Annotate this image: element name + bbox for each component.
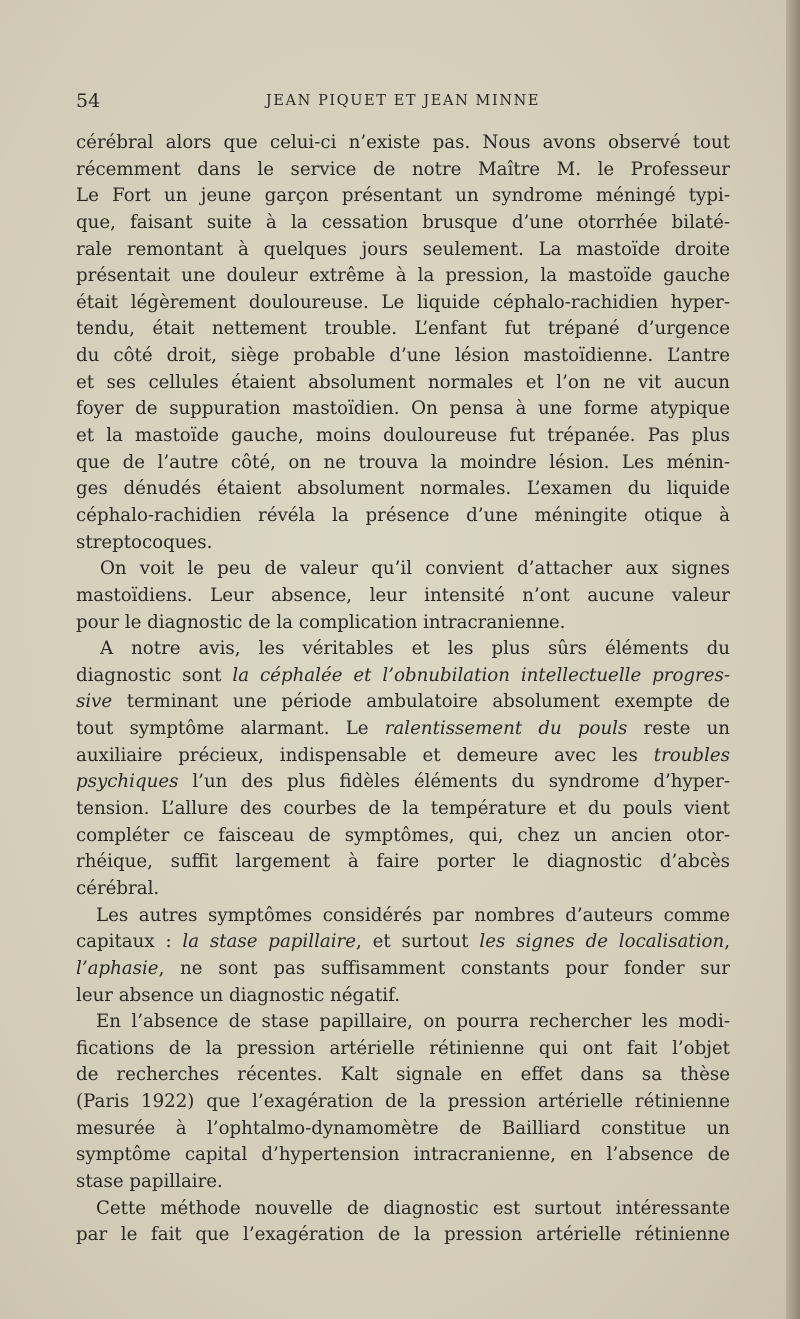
text-line: rale remontant à quelques jours seulement. La mastoïde droite [76, 238, 730, 260]
text-run: auxiliaire précieux, indispensable et demeure avec les [76, 744, 654, 766]
page-edge-shadow [786, 0, 800, 1319]
text-run: tout symptôme alarmant. Le [76, 718, 385, 740]
text-line: Les autres symptômes considérés par nombres d’auteurs comme [96, 904, 730, 926]
italic-run: les signes de localisation [479, 931, 725, 953]
text-run: terminant une période ambulatoire absolument exempte de [112, 691, 730, 713]
body-text [76, 130, 730, 1249]
text-run: , [724, 931, 730, 953]
text-line: rhéique, suffit largement à faire porter le diagnostic d’abcès [76, 851, 730, 873]
text-line: cérébral alors que celui-ci n’existe pas. Nous avons observé tout [76, 132, 730, 153]
running-head: JEAN PIQUET ET JEAN MINNE [265, 93, 541, 109]
text-line: streptocoques. [76, 531, 213, 553]
text-line: stase papillaire. [76, 1170, 223, 1192]
text-line: par le fait que l’exagération de la pression artérielle rétinienne [76, 1224, 730, 1246]
text-line: cérébral. [76, 877, 160, 899]
text-line: On voit le peu de valeur qu’il convient d’attacher aux signes [100, 558, 730, 580]
text-line: En l’absence de stase papillaire, on pourra rechercher les modi- [96, 1011, 730, 1033]
italic-run: ralentissement du pouls [384, 718, 628, 740]
italic-run: la stase papillaire [182, 931, 357, 953]
page-number: 54 [76, 90, 101, 112]
text-run: reste un [627, 718, 730, 740]
text-line: A notre avis, les véritables et les plus sûrs éléments du [100, 638, 730, 660]
text-line: symptôme capital d’hypertension intracranienne, en l’absence de [76, 1144, 730, 1166]
text-line: et la mastoïde gauche, moins douloureuse fut trépanée. Pas plus [76, 425, 730, 447]
text-line [76, 689, 730, 716]
text-line: de recherches récentes. Kalt signale en effet dans sa thèse [76, 1064, 730, 1086]
text-line: était légèrement douloureuse. Le liquide céphalo-rachidien hyper- [76, 291, 730, 313]
italic-run: psychiques [76, 771, 179, 793]
text-line [76, 929, 730, 956]
text-line: que, faisant suite à la cessation brusque d’une otorrhée bilaté- [76, 211, 730, 233]
text-line: céphalo-rachidien révéla la présence d’une méningite otique à [76, 504, 730, 526]
text-run: , et surtout [356, 931, 480, 953]
text-line: Cette méthode nouvelle de diagnostic est surtout intéressante [96, 1197, 730, 1219]
italic-run: la céphalée et l’obnubilation intellectuelle progres- [232, 664, 730, 686]
text-run: diagnostic sont [76, 664, 233, 686]
text-line: mesurée à l’ophtalmo-dynamomètre de Bailliard constitue un [76, 1117, 730, 1139]
italic-run: sive [76, 691, 113, 713]
text-line: ges dénudés étaient absolument normales. L’examen du liquide [76, 478, 730, 500]
text-run: l’un des plus fidèles éléments du syndrome d’hyper- [178, 771, 730, 793]
text-line [76, 769, 730, 796]
text-line: et ses cellules étaient absolument normales et l’on ne vit aucun [76, 371, 730, 393]
text-line [76, 716, 730, 743]
text-line: que de l’autre côté, on ne trouva la moindre lésion. Les ménin- [76, 451, 730, 473]
text-line: pour le diagnostic de la complication intracranienne. [76, 611, 566, 633]
text-line [76, 663, 730, 690]
page-header [76, 90, 730, 116]
text-run: , ne sont pas suffisamment constants pour fonder sur [158, 957, 730, 979]
text-line: présentait une douleur extrême à la pression, la mastoïde gauche [76, 265, 730, 287]
text-line: compléter ce faisceau de symptômes, qui, chez un ancien otor- [76, 824, 730, 846]
text-line: du côté droit, siège probable d’une lésion mastoïdienne. L’antre [76, 345, 730, 367]
text-line: (Paris 1922) que l’exagération de la pression artérielle rétinienne [76, 1091, 730, 1113]
text-line [76, 956, 730, 983]
text-line: Le Fort un jeune garçon présentant un syndrome méningé typi- [76, 185, 730, 207]
text-line: tension. L’allure des courbes de la température et du pouls vient [76, 798, 730, 820]
italic-run: l’aphasie [76, 957, 159, 979]
text-line: mastoïdiens. Leur absence, leur intensité n’ont aucune valeur [76, 584, 730, 606]
text-line: fications de la pression artérielle rétinienne qui ont fait l’objet [76, 1037, 730, 1059]
text-line: récemment dans le service de notre Maître M. le Professeur [76, 158, 730, 180]
text-line: foyer de suppuration mastoïdien. On pensa à une forme atypique [76, 398, 730, 420]
text-line: tendu, était nettement trouble. L’enfant fut trépané d’urgence [76, 318, 730, 340]
text-line: leur absence un diagnostic négatif. [76, 984, 400, 1006]
text-run: capitaux : [76, 931, 183, 953]
text-line [76, 743, 730, 770]
italic-run: troubles [653, 744, 730, 766]
